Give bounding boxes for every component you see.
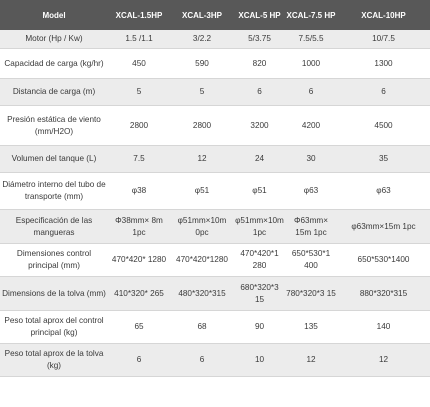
table-cell: 7.5: [108, 146, 170, 173]
table-cell: 140: [337, 311, 430, 344]
table-cell: 65: [108, 311, 170, 344]
table-cell: 450: [108, 49, 170, 79]
table-row: [0, 244, 430, 277]
header-xcal-1-5hp: XCAL-1.5HP: [108, 0, 170, 30]
table-cell: 480*320*315: [170, 277, 234, 311]
table-cell: φ51mm×10m 0pc: [170, 210, 234, 244]
table-row: [0, 49, 430, 79]
table-cell: φ38: [108, 173, 170, 210]
table-cell: 650*530*1400: [337, 244, 430, 277]
table-cell: φ63: [285, 173, 337, 210]
row-label: Diámetro interno del tubo de transporte (mm): [0, 173, 108, 210]
table-cell: 6: [285, 79, 337, 106]
table-cell: 24: [234, 146, 285, 173]
table-cell: φ51: [170, 173, 234, 210]
header-model: Model: [0, 0, 108, 30]
table-cell: 1300: [337, 49, 430, 79]
table-row: [0, 79, 430, 106]
table-cell: 90: [234, 311, 285, 344]
table-cell: φ51mm×10m 1pc: [234, 210, 285, 244]
row-label: Especificación de las mangueras: [0, 210, 108, 244]
row-label: Peso total aprox del control principal (kg): [0, 311, 108, 344]
header-xcal-3hp: XCAL-3HP: [170, 0, 234, 30]
table-row: [0, 146, 430, 173]
row-label: Dimensiones control principal (mm): [0, 244, 108, 277]
table-cell: 30: [285, 146, 337, 173]
table-cell: 6: [108, 344, 170, 377]
table-cell: 780*320*3 15: [285, 277, 337, 311]
table-cell: 4200: [285, 106, 337, 146]
table-cell: 5: [170, 79, 234, 106]
table-cell: 68: [170, 311, 234, 344]
table-cell: 3/2.2: [170, 30, 234, 49]
table-cell: 135: [285, 311, 337, 344]
row-label: Volumen del tanque (L): [0, 146, 108, 173]
table-cell: Φ63mm× 15m 1pc: [285, 210, 337, 244]
table-cell: φ63: [337, 173, 430, 210]
table-cell: φ63mm×15m 1pc: [337, 210, 430, 244]
table-row: [0, 173, 430, 210]
table-cell: 12: [337, 344, 430, 377]
table-cell: 470*420*1280: [170, 244, 234, 277]
table-cell: 880*320*315: [337, 277, 430, 311]
table-cell: 12: [285, 344, 337, 377]
table-cell: 1000: [285, 49, 337, 79]
table-cell: 2800: [170, 106, 234, 146]
row-label: Presión estática de viento (mm/H2O): [0, 106, 108, 146]
table-cell: 650*530*1 400: [285, 244, 337, 277]
table-cell: 470*420*1 280: [234, 244, 285, 277]
table-cell: 410*320* 265: [108, 277, 170, 311]
table-cell: Φ38mm× 8m 1pc: [108, 210, 170, 244]
table-header-row: [0, 0, 430, 30]
table-row: [0, 344, 430, 377]
table-cell: 5/3.75: [234, 30, 285, 49]
table-row: [0, 106, 430, 146]
table-row: [0, 30, 430, 49]
table-cell: 10: [234, 344, 285, 377]
table-cell: 820: [234, 49, 285, 79]
table-cell: 6: [337, 79, 430, 106]
table-cell: 6: [234, 79, 285, 106]
table-cell: 3200: [234, 106, 285, 146]
header-xcal-10hp: XCAL-10HP: [337, 0, 430, 30]
table-cell: 12: [170, 146, 234, 173]
table-cell: 1.5 /1.1: [108, 30, 170, 49]
row-label: Distancia de carga (m): [0, 79, 108, 106]
table-cell: 4500: [337, 106, 430, 146]
table-cell: 6: [170, 344, 234, 377]
table-row: [0, 277, 430, 311]
table-cell: 35: [337, 146, 430, 173]
table-cell: 590: [170, 49, 234, 79]
row-label: Peso total aprox de la tolva (kg): [0, 344, 108, 377]
table-cell: 2800: [108, 106, 170, 146]
table-cell: 470*420* 1280: [108, 244, 170, 277]
table-cell: 680*320*3 15: [234, 277, 285, 311]
table-cell: 5: [108, 79, 170, 106]
table-cell: 7.5/5.5: [285, 30, 337, 49]
row-label: Motor (Hp / Kw): [0, 30, 108, 49]
row-label: Dimensions de la tolva (mm): [0, 277, 108, 311]
row-label: Capacidad de carga (kg/hr): [0, 49, 108, 79]
table-row: [0, 210, 430, 244]
table-cell: φ51: [234, 173, 285, 210]
table-row: [0, 311, 430, 344]
table-cell: 10/7.5: [337, 30, 430, 49]
header-xcal-7-5hp: XCAL-7.5 HP: [285, 0, 337, 30]
header-xcal-5hp: XCAL-5 HP: [234, 0, 285, 30]
